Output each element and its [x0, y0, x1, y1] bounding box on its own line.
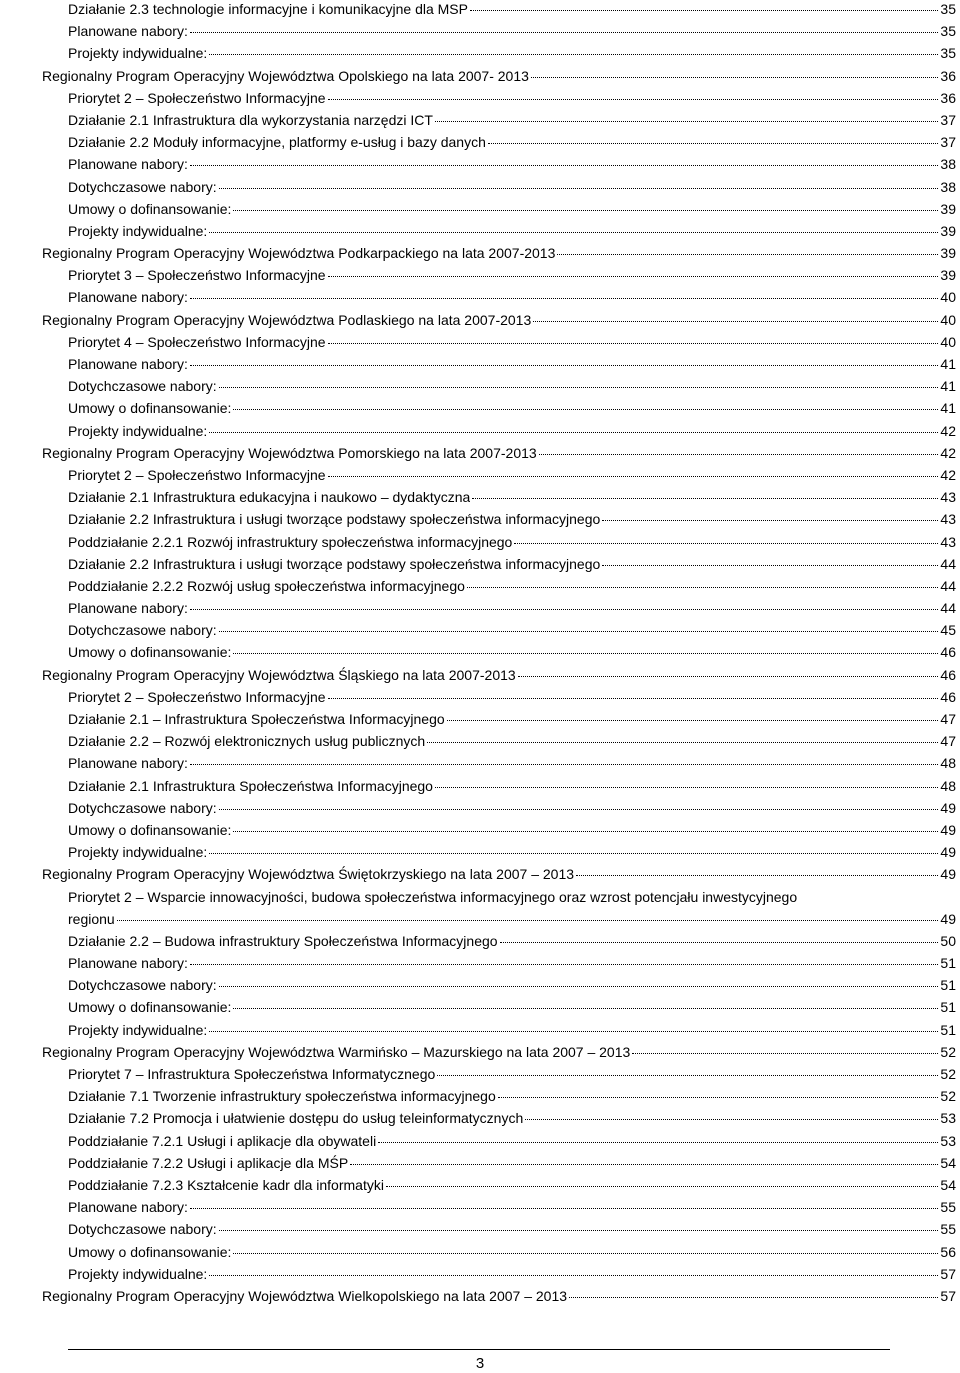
toc-entry-page: 51: [940, 1021, 956, 1038]
toc-entry-label: Planowane nabory:: [68, 1199, 188, 1216]
dot-leader: [219, 986, 939, 987]
toc-entry-page: 52: [940, 1088, 956, 1105]
dot-leader: [467, 587, 939, 588]
toc-entry-page: 56: [940, 1243, 956, 1260]
toc-entry-page: 55: [940, 1199, 956, 1216]
toc-entry-label: Poddziałanie 7.2.1 Usługi i aplikacje dla obywateli: [68, 1132, 377, 1149]
toc-entry-label: Projekty indywidualne:: [68, 1021, 208, 1038]
dot-leader: [190, 32, 939, 33]
toc-entry-label: Planowane nabory:: [68, 289, 188, 306]
toc-entry[interactable]: [0, 952, 960, 974]
dot-leader: [328, 276, 939, 277]
toc-entry[interactable]: [0, 1085, 960, 1107]
dot-leader: [437, 1075, 938, 1076]
toc-entry[interactable]: [0, 886, 960, 908]
toc-entry-page: 43: [940, 489, 956, 506]
dot-leader: [500, 942, 939, 943]
toc-entry-label: Planowane nabory:: [68, 23, 188, 40]
toc-entry-page: 37: [940, 111, 956, 128]
dot-leader: [233, 210, 938, 211]
dot-leader: [117, 920, 939, 921]
toc-entry[interactable]: [0, 930, 960, 952]
toc-entry-label: Priorytet 2 – Społeczeństwo Informacyjne: [68, 688, 326, 705]
toc-entry-page: 41: [940, 400, 956, 417]
toc-entry-page: 40: [940, 311, 956, 328]
toc-entry[interactable]: [0, 375, 960, 397]
dot-leader: [209, 1031, 938, 1032]
toc-entry-label: Priorytet 2 – Społeczeństwo Informacyjne: [68, 89, 326, 106]
toc-entry-label: Dotychczasowe nabory:: [68, 977, 217, 994]
toc-entry-page: 46: [940, 644, 956, 661]
dot-leader: [435, 121, 938, 122]
toc-entry-page: 53: [940, 1132, 956, 1149]
toc-entry-page: 49: [940, 910, 956, 927]
toc-section-entry[interactable]: [0, 1285, 960, 1307]
toc-entry-page: 49: [940, 866, 956, 883]
toc-entry-label: Planowane nabory:: [68, 156, 188, 173]
toc-entry-page: 41: [940, 356, 956, 372]
toc-entry-page: 36: [940, 67, 956, 84]
toc-entry-page: 38: [940, 178, 956, 195]
toc-entry-label: Priorytet 2 – Wsparcie innowacyjności, budowa społeczeństwa informacyjnego oraz wzrost potencjału inwestycyjnego: [68, 888, 798, 905]
toc-entry-label: Projekty indywidualne:: [68, 844, 208, 861]
toc-entry-label: Regionalny Program Operacyjny Województwa Świętokrzyskiego na lata 2007 – 2013: [42, 866, 575, 883]
toc-entry[interactable]: [0, 286, 960, 308]
dot-leader: [233, 653, 938, 654]
dot-leader: [488, 143, 939, 144]
dot-leader: [219, 188, 939, 189]
toc-entry-page: 43: [940, 511, 956, 528]
dot-leader: [209, 1275, 938, 1276]
toc-entry[interactable]: [0, 619, 960, 641]
toc-entry-page: 51: [940, 977, 956, 994]
toc-entry-label: Priorytet 7 – Infrastruktura Społeczeństwa Informatycznego: [68, 1066, 436, 1082]
toc-entry[interactable]: [0, 531, 960, 553]
toc-entry-page: 39: [940, 222, 956, 239]
dot-leader: [576, 875, 938, 876]
toc-entry[interactable]: [0, 575, 960, 597]
toc-entry-page: 42: [940, 422, 956, 439]
dot-leader: [190, 165, 939, 166]
dot-leader: [219, 387, 939, 388]
toc-entry-page: 35: [940, 45, 956, 62]
toc-entry[interactable]: [0, 1263, 960, 1285]
toc-entry[interactable]: [0, 1218, 960, 1240]
toc-entry-page: 57: [940, 1287, 956, 1304]
toc-entry-label: Umowy o dofinansowanie:: [68, 999, 232, 1016]
toc-entry-label: Działanie 2.1 Infrastruktura Społeczeństwa Informacyjnego: [68, 777, 433, 794]
toc-entry-label: Planowane nabory:: [68, 356, 188, 372]
toc-entry-page: 39: [940, 267, 956, 284]
toc-entry-label: Dotychczasowe nabory:: [68, 378, 217, 395]
toc-entry-label: Działanie 2.1 Infrastruktura dla wykorzystania narzędzi ICT: [68, 111, 433, 128]
toc-entry-label: Dotychczasowe nabory:: [68, 799, 217, 816]
toc-entry[interactable]: [0, 1174, 960, 1196]
toc-entry[interactable]: [0, 220, 960, 242]
toc-entry-label-continuation: regionu: [68, 910, 115, 927]
toc-entry-label: Poddziałanie 7.2.3 Kształcenie kadr dla informatyki: [68, 1176, 384, 1193]
toc-entry-page: 50: [940, 932, 956, 949]
toc-section-entry[interactable]: [0, 442, 960, 464]
dot-leader: [602, 520, 938, 521]
toc-section-entry[interactable]: [0, 863, 960, 885]
toc-entry-label: Priorytet 2 – Społeczeństwo Informacyjne: [68, 466, 326, 483]
toc-section-entry[interactable]: [0, 664, 960, 686]
toc-entry[interactable]: [0, 996, 960, 1018]
toc-entry-page: 52: [940, 1043, 956, 1060]
toc-entry-page: 57: [940, 1265, 956, 1282]
toc-entry-label: Działanie 7.1 Tworzenie infrastruktury społeczeństwa informacyjnego: [68, 1088, 496, 1105]
toc-section-entry[interactable]: [0, 65, 960, 87]
toc-entry[interactable]: [0, 20, 960, 42]
toc-entry[interactable]: [0, 708, 960, 730]
dot-leader: [427, 742, 938, 743]
toc-entry-page: 38: [940, 156, 956, 173]
toc-entry-page: 42: [940, 466, 956, 483]
dot-leader: [531, 77, 939, 78]
toc-entry-page: 40: [940, 289, 956, 306]
dot-leader: [209, 232, 938, 233]
dot-leader: [328, 698, 939, 699]
toc-entry-page: 54: [940, 1154, 956, 1171]
toc-entry-label: Dotychczasowe nabory:: [68, 178, 217, 195]
dot-leader: [190, 964, 939, 965]
toc-entry[interactable]: [0, 264, 960, 286]
toc-entry-label: Projekty indywidualne:: [68, 1265, 208, 1282]
toc-entry-page: 49: [940, 799, 956, 816]
toc-entry[interactable]: [0, 686, 960, 708]
dot-leader: [209, 54, 938, 55]
toc-entry-page: 47: [940, 711, 956, 727]
toc-entry-label: Działanie 2.2 Infrastruktura i usługi tworzące podstawy społeczeństwa informacyjnego: [68, 511, 601, 528]
dot-leader: [328, 476, 939, 477]
dot-leader: [378, 1142, 938, 1143]
toc-entry[interactable]: [0, 131, 960, 153]
toc-entry-label: Umowy o dofinansowanie:: [68, 821, 232, 838]
toc-entry-page: 52: [940, 1066, 956, 1082]
footer-divider: [68, 1349, 890, 1350]
toc-entry[interactable]: [0, 464, 960, 486]
toc-entry[interactable]: [0, 819, 960, 841]
dot-leader: [539, 454, 939, 455]
toc-entry-label: Regionalny Program Operacyjny Województwa Opolskiego na lata 2007- 2013: [42, 67, 529, 84]
toc-entry-label: Działanie 2.2 – Rozwój elektronicznych usług publicznych: [68, 733, 426, 750]
toc-entry-page: 47: [940, 733, 956, 750]
toc-section-entry[interactable]: [0, 309, 960, 331]
toc-entry-page: 35: [940, 1, 956, 17]
toc-entry[interactable]: [0, 109, 960, 131]
toc-entry-page: 43: [940, 533, 956, 550]
dot-leader: [632, 1053, 938, 1054]
toc-entry-continuation[interactable]: [0, 908, 960, 930]
toc-entry[interactable]: [0, 1107, 960, 1129]
toc-entry-page: 55: [940, 1221, 956, 1238]
toc-entry-page: 44: [940, 600, 956, 617]
toc-entry[interactable]: [0, 198, 960, 220]
dot-leader: [219, 631, 939, 632]
dot-leader: [514, 543, 938, 544]
dot-leader: [602, 565, 938, 566]
toc-entry-label: Działanie 2.1 – Infrastruktura Społeczeństwa Informacyjnego: [68, 711, 445, 727]
toc-entry-label: Projekty indywidualne:: [68, 222, 208, 239]
dot-leader: [233, 1008, 938, 1009]
dot-leader: [190, 1208, 939, 1209]
dot-leader: [209, 853, 938, 854]
toc-entry-page: 51: [940, 955, 956, 972]
toc-entry-label: Priorytet 4 – Społeczeństwo Informacyjne: [68, 333, 326, 350]
toc-entry[interactable]: [0, 397, 960, 419]
dot-leader: [190, 298, 939, 299]
toc-entry-page: 37: [940, 134, 956, 151]
dot-leader: [328, 99, 939, 100]
toc-entry-page: 53: [940, 1110, 956, 1127]
toc-entry-page: 40: [940, 333, 956, 350]
toc-entry-page: 51: [940, 999, 956, 1016]
toc-entry[interactable]: [0, 176, 960, 198]
toc-entry-label: Działanie 2.3 technologie informacyjne i komunikacyjne dla MSP: [68, 1, 468, 17]
toc-entry-label: Działanie 7.2 Promocja i ułatwienie dostępu do usług teleinformatycznych: [68, 1110, 524, 1127]
toc-entry-label: Działanie 2.1 Infrastruktura edukacyjna i naukowo – dydaktyczna: [68, 489, 471, 506]
toc-entry[interactable]: [0, 553, 960, 575]
toc-entry[interactable]: [0, 1019, 960, 1041]
toc-section-entry[interactable]: [0, 242, 960, 264]
toc-entry-page: 48: [940, 777, 956, 794]
toc-entry[interactable]: [0, 797, 960, 819]
toc-entry-page: 44: [940, 577, 956, 594]
dot-leader: [447, 720, 939, 721]
toc-entry-label: Działanie 2.2 Infrastruktura i usługi tworzące podstawy społeczeństwa informacyjnego: [68, 555, 601, 572]
dot-leader: [518, 676, 939, 677]
toc-entry[interactable]: [0, 775, 960, 797]
toc-entry-label: Planowane nabory:: [68, 955, 188, 972]
toc-entry-page: 46: [940, 688, 956, 705]
toc-entry-page: 48: [940, 755, 956, 772]
toc-entry[interactable]: [0, 87, 960, 109]
toc-entry[interactable]: [0, 508, 960, 530]
toc-entry-label: Umowy o dofinansowanie:: [68, 644, 232, 661]
toc-entry[interactable]: [0, 730, 960, 752]
toc-entry[interactable]: [0, 486, 960, 508]
toc-entry-label: Regionalny Program Operacyjny Województwa Śląskiego na lata 2007-2013: [42, 666, 516, 683]
toc-entry-label: Działanie 2.2 – Budowa infrastruktury Społeczeństwa Informacyjnego: [68, 932, 498, 949]
toc-entry-label: Regionalny Program Operacyjny Województwa Wielkopolskiego na lata 2007 – 2013: [42, 1287, 568, 1304]
dot-leader: [435, 787, 938, 788]
dot-leader: [219, 1230, 939, 1231]
toc-entry-label: Planowane nabory:: [68, 755, 188, 772]
toc-entry-label: Poddziałanie 7.2.2 Usługi i aplikacje dla MŚP: [68, 1154, 349, 1171]
dot-leader: [190, 609, 939, 610]
toc-entry[interactable]: [0, 1196, 960, 1218]
toc-entry[interactable]: [0, 597, 960, 619]
dot-leader: [498, 1097, 939, 1098]
toc-entry[interactable]: [0, 1130, 960, 1152]
toc-entry-label: Regionalny Program Operacyjny Województwa Pomorskiego na lata 2007-2013: [42, 444, 537, 461]
dot-leader: [472, 498, 938, 499]
toc-entry-label: Dotychczasowe nabory:: [68, 622, 217, 639]
dot-leader: [470, 10, 938, 11]
toc-entry-page: 49: [940, 821, 956, 838]
dot-leader: [350, 1164, 938, 1165]
toc-entry-label: Umowy o dofinansowanie:: [68, 400, 232, 417]
toc-entry-page: 54: [940, 1176, 956, 1193]
dot-leader: [328, 343, 939, 344]
dot-leader: [569, 1297, 938, 1298]
toc-entry-label: Umowy o dofinansowanie:: [68, 200, 232, 217]
toc-entry-label: Planowane nabory:: [68, 600, 188, 617]
toc-entry[interactable]: [0, 841, 960, 863]
toc-entry[interactable]: [0, 752, 960, 774]
toc-entry-page: 46: [940, 666, 956, 683]
toc-entry[interactable]: [0, 353, 960, 375]
dot-leader: [233, 1253, 938, 1254]
toc-entry[interactable]: [0, 420, 960, 442]
toc-entry-label: Projekty indywidualne:: [68, 422, 208, 439]
toc-entry-label: Działanie 2.2 Moduły informacyjne, platformy e-usług i bazy danych: [68, 134, 486, 151]
page-number: 3: [475, 1355, 485, 1372]
toc-entry-page: 36: [940, 89, 956, 106]
toc-entry-page: 41: [940, 378, 956, 395]
toc-entry[interactable]: [0, 1152, 960, 1174]
toc-entry-page: 42: [940, 444, 956, 461]
dot-leader: [190, 764, 939, 765]
toc-entry-label: Priorytet 3 – Społeczeństwo Informacyjne: [68, 267, 326, 284]
toc-entry-page: 45: [940, 622, 956, 639]
toc-entry[interactable]: [0, 1241, 960, 1263]
dot-leader: [233, 409, 938, 410]
dot-leader: [233, 831, 938, 832]
toc-entry-page: 49: [940, 844, 956, 861]
toc-entry[interactable]: [0, 974, 960, 996]
toc-entry[interactable]: [0, 331, 960, 353]
toc-entry-label: Regionalny Program Operacyjny Województwa Warmińsko – Mazurskiego na lata 2007 – 2013: [42, 1043, 631, 1060]
dot-leader: [386, 1186, 938, 1187]
toc-section-entry[interactable]: [0, 1041, 960, 1063]
toc-entry[interactable]: [0, 1063, 960, 1085]
dot-leader: [190, 365, 939, 366]
toc-entry[interactable]: [0, 641, 960, 663]
dot-leader: [533, 321, 938, 322]
toc-entry-label: Regionalny Program Operacyjny Województwa Podlaskiego na lata 2007-2013: [42, 311, 532, 328]
toc-entry-label: Poddziałanie 2.2.2 Rozwój usług społeczeństwa informacyjnego: [68, 577, 465, 594]
toc-entry-label: Dotychczasowe nabory:: [68, 1221, 217, 1238]
toc-entry[interactable]: [0, 0, 960, 20]
toc-entry-label: Projekty indywidualne:: [68, 45, 208, 62]
toc-entry[interactable]: [0, 42, 960, 64]
dot-leader: [219, 809, 939, 810]
dot-leader: [557, 254, 938, 255]
toc-entry-page: 39: [940, 245, 956, 262]
toc-entry-label: Umowy o dofinansowanie:: [68, 1243, 232, 1260]
dot-leader: [209, 432, 938, 433]
toc-entry-page: 35: [940, 23, 956, 40]
toc-entry-label: Regionalny Program Operacyjny Województwa Podkarpackiego na lata 2007-2013: [42, 245, 556, 262]
toc-entry-label: Poddziałanie 2.2.1 Rozwój infrastruktury społeczeństwa informacyjnego: [68, 533, 513, 550]
dot-leader: [525, 1119, 938, 1120]
toc-entry-page: 44: [940, 555, 956, 572]
toc-entry-page: 39: [940, 200, 956, 217]
toc-entry[interactable]: [0, 153, 960, 175]
